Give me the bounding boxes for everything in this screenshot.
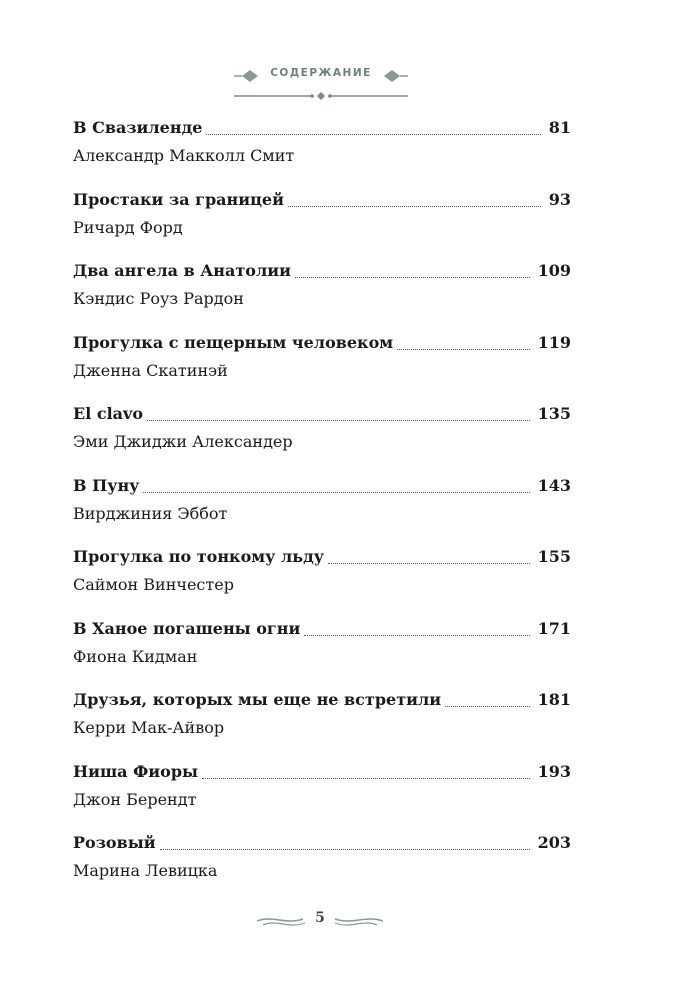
entry-title: El clavo xyxy=(73,404,143,423)
toc-entry[interactable] xyxy=(73,619,571,691)
entry-page-number: 193 xyxy=(537,761,571,781)
entry-title: Прогулка с пещерным человеком xyxy=(73,332,394,352)
entry-author: Джон Берендт xyxy=(73,789,197,809)
dot-leader xyxy=(202,777,530,779)
entry-title: Два ангела в Анатолии xyxy=(73,261,291,280)
entry-page-number: 155 xyxy=(537,547,571,566)
page-footer xyxy=(255,905,385,935)
entry-title: Прогулка по тонкому льду xyxy=(73,547,325,566)
dot-leader xyxy=(288,205,541,207)
entry-page-number: 181 xyxy=(537,690,571,709)
entry-title: В Пуну xyxy=(73,475,140,495)
toc-entry[interactable] xyxy=(73,261,571,333)
entry-title: В Свазиленде xyxy=(73,118,203,137)
dot-leader xyxy=(160,848,530,850)
entry-author: Вирджиния Эббот xyxy=(73,503,228,523)
dot-leader xyxy=(445,705,529,707)
dot-leader xyxy=(147,419,530,421)
section-header xyxy=(230,62,412,102)
entry-page-number: 109 xyxy=(537,261,571,280)
entry-author: Саймон Винчестер xyxy=(73,575,234,594)
entry-author: Эми Джиджи Александер xyxy=(73,432,293,451)
dot-leader xyxy=(304,634,529,636)
toc-entry[interactable] xyxy=(73,547,571,619)
entry-title: Ниша Фиоры xyxy=(73,761,199,781)
toc-entry[interactable] xyxy=(73,476,571,548)
entry-author: Фиона Кидман xyxy=(73,646,198,666)
entry-title: Розовый xyxy=(73,833,156,852)
dot-leader xyxy=(328,562,530,564)
entry-author: Дженна Скатинэй xyxy=(73,360,228,380)
entry-page-number: 93 xyxy=(548,189,571,209)
dot-leader xyxy=(143,491,529,493)
toc-entry[interactable] xyxy=(73,190,571,262)
entry-page-number: 143 xyxy=(537,475,571,495)
entry-page-number: 171 xyxy=(537,618,571,638)
section-title: СОДЕРЖАНИЕ xyxy=(270,67,372,79)
dot-leader xyxy=(397,348,529,350)
entry-page-number: 81 xyxy=(548,118,571,137)
toc-entry[interactable] xyxy=(73,333,571,405)
toc-entry[interactable] xyxy=(73,118,571,190)
toc-entry[interactable] xyxy=(73,404,571,476)
entry-author: Кэндис Роуз Рардон xyxy=(73,289,244,308)
entry-author: Марина Левицка xyxy=(73,861,218,880)
dot-leader xyxy=(206,133,540,135)
page-number: 5 xyxy=(315,910,325,926)
table-of-contents xyxy=(73,118,571,905)
entry-title: Простаки за границей xyxy=(73,189,284,209)
toc-entry[interactable] xyxy=(73,762,571,834)
toc-entry[interactable] xyxy=(73,690,571,762)
entry-author: Керри Мак-Айвор xyxy=(73,718,225,737)
entry-author: Александр Макколл Смит xyxy=(73,146,295,165)
entry-page-number: 203 xyxy=(537,833,571,852)
entry-title: Друзья, которых мы еще не встретили xyxy=(73,690,442,709)
toc-entry[interactable] xyxy=(73,833,571,905)
entry-page-number: 119 xyxy=(537,332,571,352)
entry-page-number: 135 xyxy=(537,404,571,423)
dot-leader xyxy=(295,276,530,278)
entry-author: Ричард Форд xyxy=(73,217,183,237)
entry-title: В Ханое погашены огни xyxy=(73,618,301,638)
